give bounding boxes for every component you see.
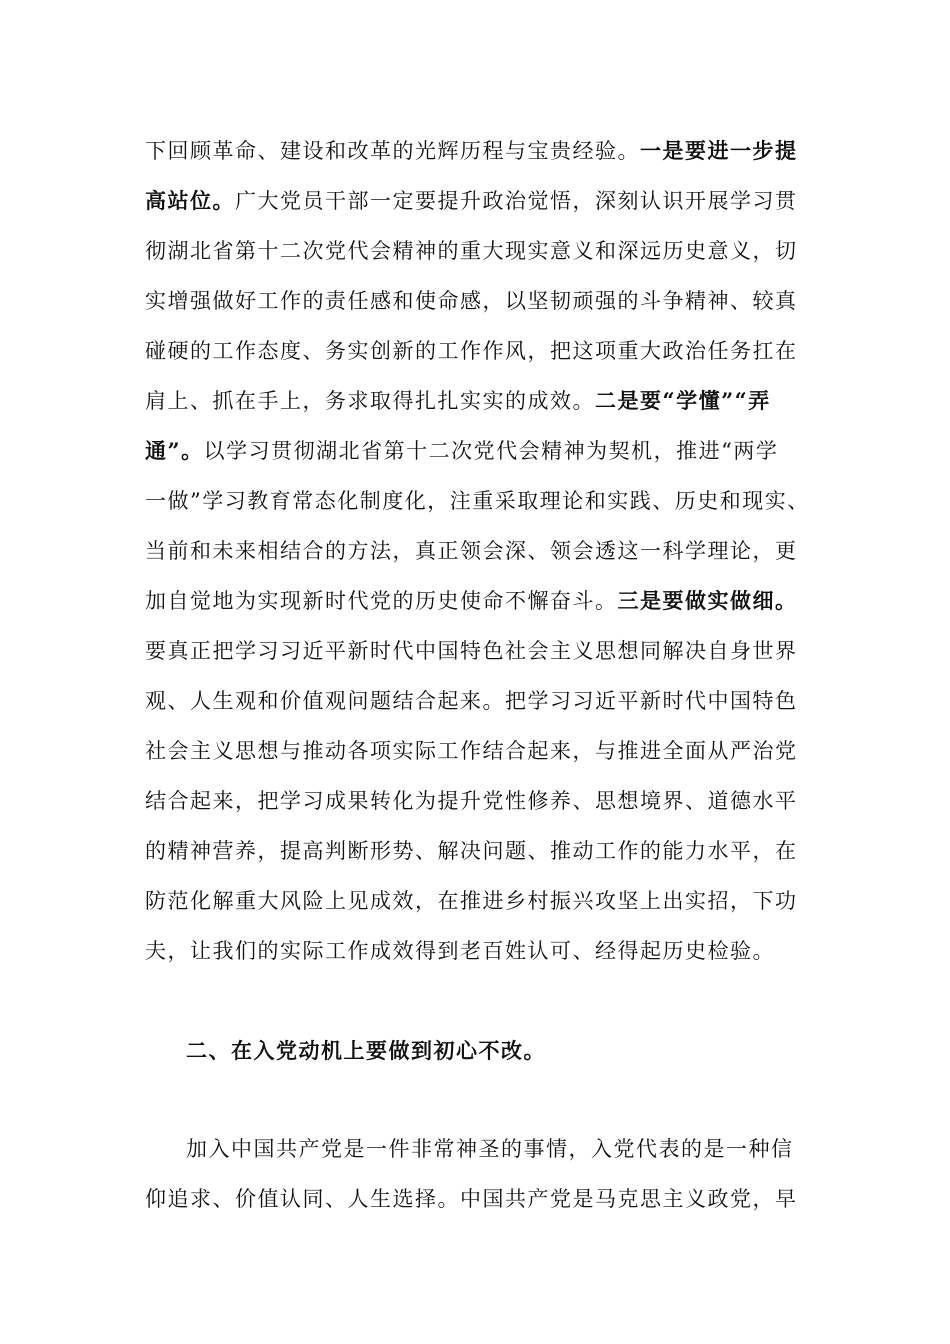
body-line: 实增强做好工作的责任感和使命感，以坚韧顽强的斗争精神、较真 [145, 289, 798, 313]
body-line: 加入中国共产党是一件非常神圣的事情，入党代表的是一种信 [186, 1137, 794, 1161]
body-line [145, 387, 835, 415]
body-line: 观、人生观和价值观问题结合起来。把学习习近平新时代中国特色 [145, 689, 798, 713]
text-run: 加自觉地为实现新时代党的历史使命不懈奋斗。 [145, 589, 618, 613]
body-line: 要真正把学习习近平新时代中国特色社会主义思想同解决自身世界 [145, 639, 798, 663]
body-line: 碰硬的工作态度、务实创新的工作作风，把这项重大政治任务扛在 [145, 339, 798, 363]
bold-text-run: 二是要“学懂”“弄 [595, 388, 771, 413]
body-line: 防范化解重大风险上见成效，在推进乡村振兴攻坚上出实招，下功 [145, 889, 798, 913]
body-line: 夫，让我们的实际工作成效得到老百姓认可、经得起历史检验。 [145, 939, 775, 963]
body-line: 的精神营养，提高判断形势、解决问题、推动工作的能力水平，在 [145, 839, 798, 863]
text-run: 广大党员干部一定要提升政治觉悟，深刻认识开展学习贯 [235, 189, 798, 213]
body-line [145, 437, 835, 465]
body-line [145, 187, 835, 215]
body-line [145, 587, 835, 615]
body-line: 社会主义思想与推动各项实际工作结合起来，与推进全面从严治党 [145, 739, 798, 763]
text-run: 以学习贯彻湖北省第十二次党代会精神为契机，推进“两学 [203, 439, 779, 463]
bold-text-run: 通”。 [145, 438, 204, 463]
bold-text-run: 高站位。 [145, 188, 235, 213]
bold-text-run: 三是要做实做细。 [617, 588, 798, 613]
text-run: 下回顾革命、建设和改革的光辉历程与宝贵经验。 [145, 139, 640, 163]
body-line: 彻湖北省第十二次党代会精神的重大现实意义和深远历史意义，切 [145, 239, 798, 263]
bold-text-run: 一是要进一步提 [640, 138, 798, 163]
body-line: 结合起来，把学习成果转化为提升党性修养、思想境界、道德水平 [145, 789, 798, 813]
section-heading: 二、在入党动机上要做到初心不改。 [186, 1038, 546, 1063]
body-line: 仰追求、价值认同、人生选择。中国共产党是马克思主义政党，早 [145, 1187, 798, 1211]
body-line [145, 137, 835, 165]
body-line: 一做”学习教育常态化制度化，注重采取理论和实践、历史和现实、 [145, 489, 810, 513]
text-run: 肩上、抓在手上，务求取得扎扎实实的成效。 [145, 389, 595, 413]
body-line: 当前和未来相结合的方法，真正领会深、领会透这一科学理论，更 [145, 539, 798, 563]
